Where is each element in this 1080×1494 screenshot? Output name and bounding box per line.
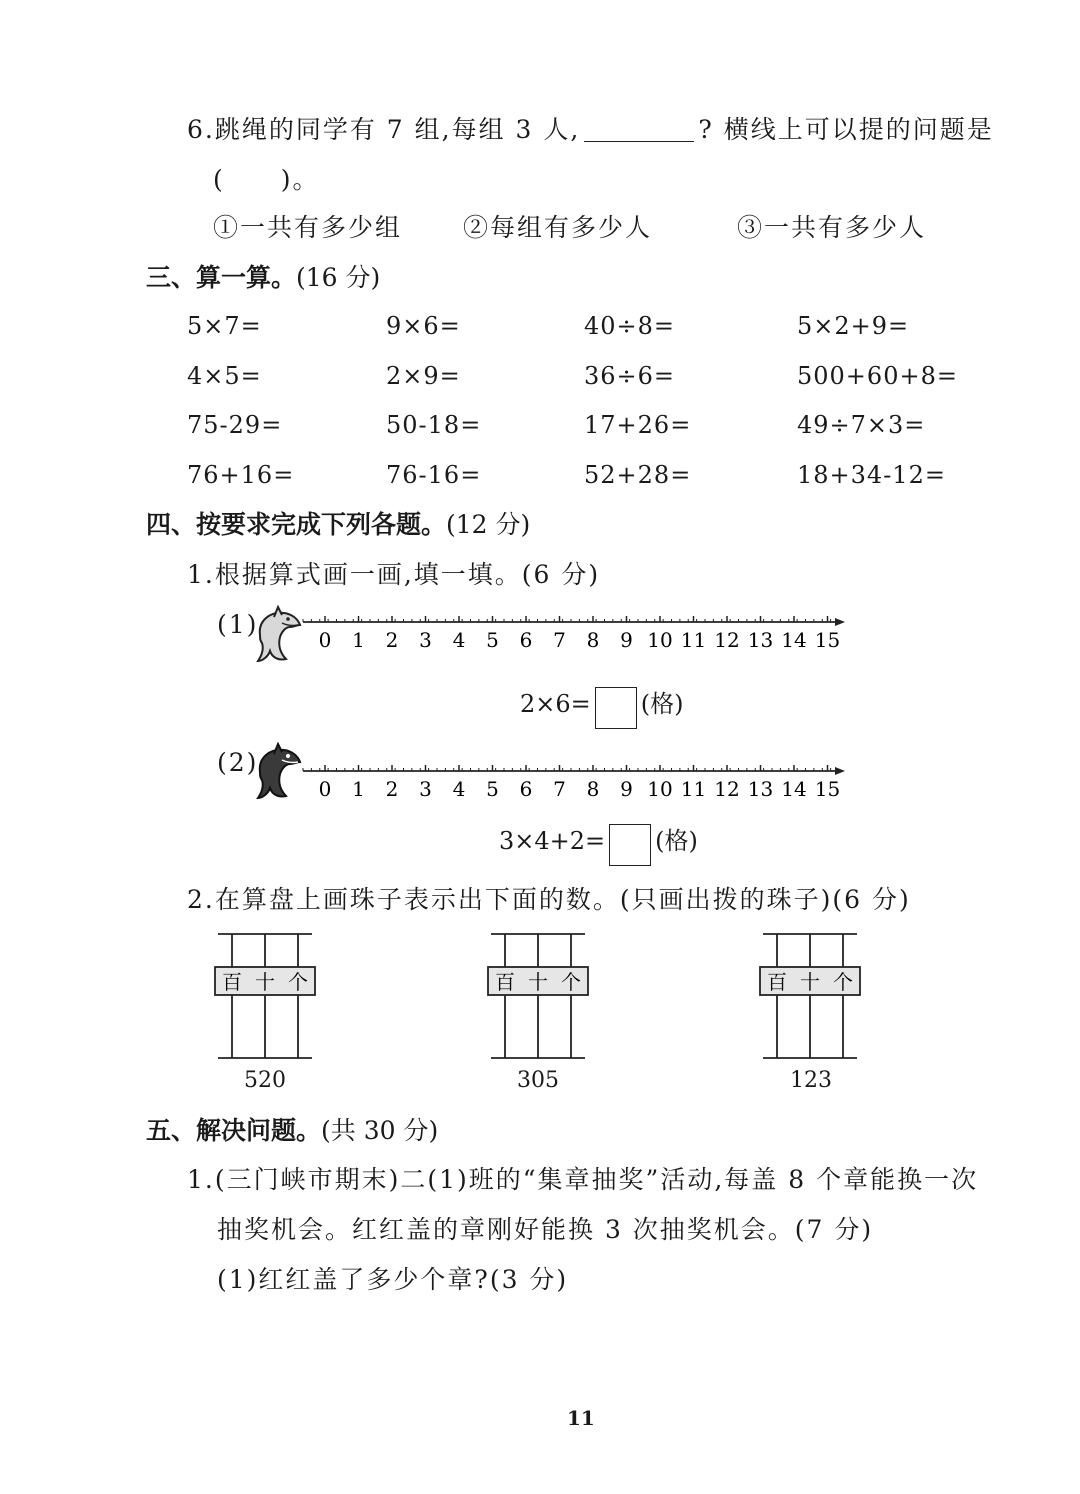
calc-r1-c3: 500+60+8= [797,362,958,390]
calc-r0-c1: 9×6= [386,312,461,340]
number-line-1-tick-label: 9 [620,628,633,652]
number-line-1-tick-label: 0 [318,628,332,652]
paren-close: )。 [280,165,320,194]
equation-2-answer-box[interactable] [609,824,651,866]
calc-r1-c1: 2×9= [386,362,461,390]
q6-option-1: ①一共有多少组 [213,213,403,242]
section4-heading [146,512,530,537]
page-number: 11 [567,1406,595,1430]
abacus-header-hundreds: 百 [222,970,242,994]
number-line-2-tick-label: 12 [714,777,740,801]
number-line-1[interactable] [295,608,855,658]
calc-r0-c0: 5×7= [187,312,262,340]
section4-q1-text: 1.根据算式画一画,填一填。(6 分) [187,560,601,589]
abacus-header-tens: 十 [800,970,820,994]
number-line-2-tick-label: 3 [419,777,432,801]
calc-r0-c3: 5×2+9= [797,312,910,340]
abacus-1[interactable] [212,930,320,1065]
section5-heading [146,1118,438,1143]
abacus-header-ones: 个 [833,970,853,994]
section4-points: (12 分) [446,510,531,539]
number-line-2-tick-label: 9 [620,777,633,801]
number-line-2-tick-label: 15 [814,777,841,801]
q6-text-b: ? 横线上可以提的问题是 [698,115,994,144]
number-line-1-tick-label: 14 [781,628,807,652]
number-line-1-tick-label: 15 [814,628,841,652]
abacus-header-ones: 个 [561,970,581,994]
q6-answer-blank[interactable] [584,119,694,142]
abacus-header-hundreds: 百 [767,970,787,994]
number-line-2-tick-label: 2 [385,777,399,801]
number-line-1-tick-label: 2 [385,628,399,652]
calc-r3-c1: 76-16= [386,461,482,489]
abacus-2-number: 305 [517,1068,559,1093]
number-line-2[interactable] [295,757,855,807]
calc-r1-c2: 36÷6= [584,362,676,390]
number-line-2-tick-label: 7 [553,777,566,801]
abacus-3-number: 123 [790,1068,832,1093]
number-line-1-tick-label: 12 [714,628,740,652]
numberline1-label: (1) [217,610,259,639]
number-line-1-tick-label: 13 [747,628,774,652]
calc-r3-c2: 52+28= [584,461,692,489]
section4-title: 四、按要求完成下列各题。 [146,510,447,539]
number-line-2-tick-label: 10 [647,777,673,801]
numberline2-label: (2) [217,748,259,777]
number-line-1-tick-label: 10 [647,628,673,652]
number-line-2-tick-label: 11 [680,777,707,801]
number-line-2-tick-label: 8 [586,777,600,801]
section5-q1-sub1: (1)红红盖了多少个章?(3 分) [217,1265,569,1294]
q6-text-a: 6.跳绳的同学有 7 组,每组 3 人, [187,115,581,144]
q6-line1 [187,117,994,142]
equation-1-answer-box[interactable] [595,687,637,729]
equation-1-left: 2×6= [520,690,591,718]
number-line-1-tick-label: 8 [586,628,600,652]
calc-r3-c0: 76+16= [187,461,295,489]
number-line-1-tick-label: 11 [680,628,707,652]
abacus-header-hundreds: 百 [495,970,515,994]
paren-open: ( [213,165,225,194]
section3-points: (16 分) [296,263,381,292]
calc-r0-c2: 40÷8= [584,312,676,340]
number-line-2-tick-label: 6 [519,777,533,801]
number-line-2-tick-label: 1 [352,777,365,801]
number-line-1-tick-label: 4 [452,628,466,652]
section5-q1-line2: 抽奖机会。红红盖的章刚好能换 3 次抽奖机会。(7 分) [217,1215,874,1244]
calc-r3-c3: 18+34-12= [797,461,946,489]
section4-q2-text: 2.在算盘上画珠子表示出下面的数。(只画出拨的珠子)(6 分) [187,885,911,914]
abacus-header-ones: 个 [288,970,308,994]
section5-title: 五、解决问题。 [146,1116,322,1145]
equation-2-unit: (格) [655,827,698,855]
number-line-2-tick-label: 13 [747,777,774,801]
calc-r2-c1: 50-18= [386,411,482,439]
abacus-3[interactable] [757,930,865,1065]
equation-2 [499,821,698,866]
number-line-1-tick-label: 6 [519,628,533,652]
q6-answer-paren[interactable] [213,167,320,192]
section5-q1-line1: 1.(三门峡市期末)二(1)班的“集章抽奖”活动,每盖 8 个章能换一次 [187,1165,979,1194]
calc-r2-c3: 49÷7×3= [797,411,926,439]
equation-1 [520,684,684,729]
section5-points: (共 30 分) [321,1116,439,1145]
equation-1-unit: (格) [640,690,684,718]
abacus-1-number: 520 [244,1068,286,1093]
number-line-2-arrow-icon [835,767,845,775]
q6-option-2: ②每组有多少人 [463,213,653,242]
section3-heading [146,265,380,290]
number-line-2-tick-label: 0 [318,777,332,801]
calc-r2-c2: 17+26= [584,411,692,439]
equation-2-left: 3×4+2= [499,827,606,855]
number-line-1-tick-label: 3 [419,628,432,652]
calc-r2-c0: 75-29= [187,411,283,439]
q6-option-3: ③一共有多少人 [737,213,927,242]
number-line-2-tick-label: 5 [486,777,499,801]
abacus-header-tens: 十 [528,970,548,994]
calc-r1-c0: 4×5= [187,362,262,390]
number-line-1-tick-label: 7 [553,628,566,652]
number-line-1-arrow-icon [835,618,845,626]
number-line-1-tick-label: 5 [486,628,499,652]
abacus-header-tens: 十 [255,970,275,994]
section3-title: 三、算一算。 [146,263,297,292]
number-line-2-tick-label: 14 [781,777,807,801]
abacus-2[interactable] [485,930,593,1065]
number-line-1-tick-label: 1 [352,628,365,652]
number-line-2-tick-label: 4 [452,777,466,801]
